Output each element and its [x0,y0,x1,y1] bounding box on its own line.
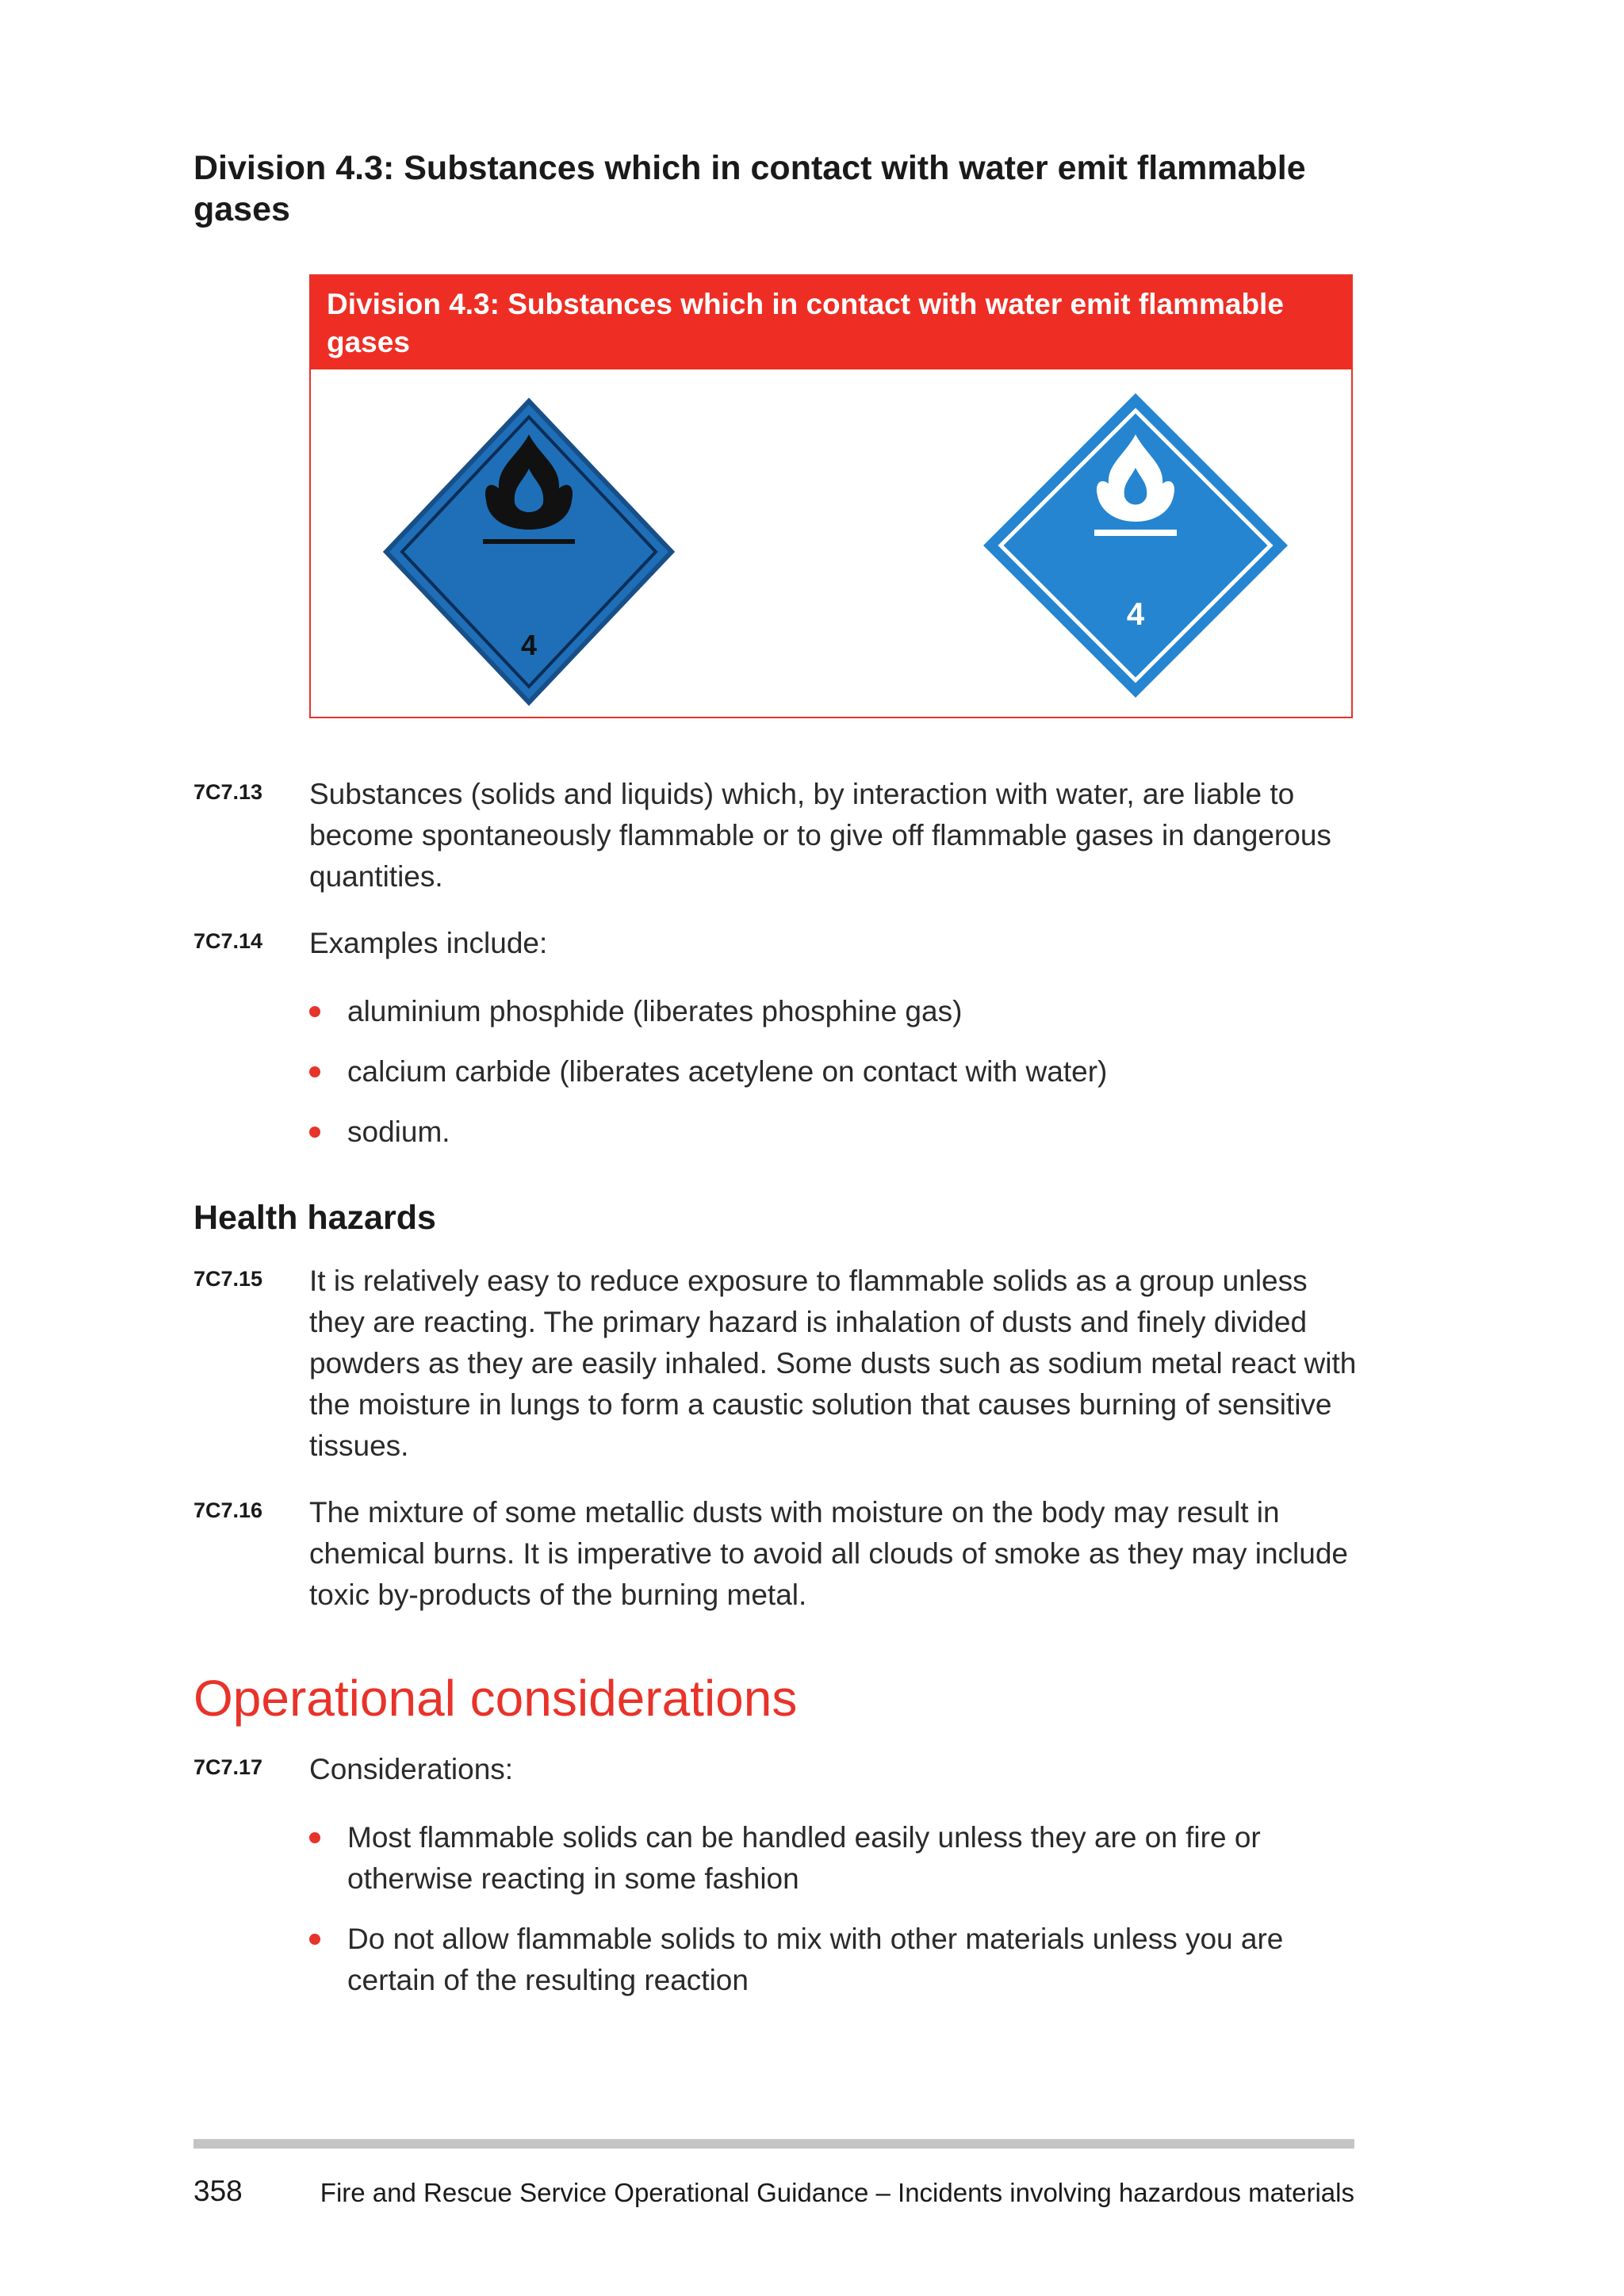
bullet-icon [309,1066,320,1077]
paragraph-7c7-13 [193,774,1359,897]
hazard-table-header: Division 4.3: Substances which in contact with water emit flammable gases [311,276,1351,369]
bullet-icon [309,1127,320,1138]
hazard-table [309,274,1353,718]
list-item: aluminium phosphide (liberates phosphine gas) [309,991,1364,1032]
paragraph-number: 7C7.16 [193,1498,263,1522]
paragraph-number: 7C7.15 [193,1267,263,1291]
placard-light [977,387,1294,704]
list-item: sodium. [309,1112,1364,1153]
list-item: Do not allow flammable solids to mix with other materials unless you are certain of the resulting reaction [309,1919,1364,2001]
bullet-icon [309,1006,320,1017]
hazard-diamond-light [977,387,1294,704]
health-hazards-heading: Health hazards [193,1199,436,1237]
footer-divider [193,2139,1354,2149]
class-number: 4 [1126,597,1145,632]
footer-title: Fire and Rescue Service Operational Guidance – Incidents involving hazardous materials [320,2178,1354,2207]
paragraph-text: Substances (solids and liquids) which, by interaction with water, are liable to become spontaneously flammable or to give off flammable gases in dangerous quantities. [309,778,1331,893]
bullet-icon [309,1934,320,1945]
list-item: calcium carbide (liberates acetylene on contact with water) [309,1051,1364,1093]
paragraph-7c7-17 [193,1749,1359,1790]
hazard-diamond-dark [378,393,680,710]
paragraph-text: The mixture of some metallic dusts with moisture on the body may result in chemical burns. It is imperative to avoid all clouds of smoke as they may include toxic by-products of the burning metal. [309,1496,1348,1611]
paragraph-7c7-16 [193,1492,1359,1616]
paragraph-number: 7C7.14 [193,929,263,953]
bullet-icon [309,1832,320,1843]
class-number: 4 [520,629,538,661]
paragraph-7c7-15 [193,1261,1359,1467]
paragraph-text: It is relatively easy to reduce exposure to flammable solids as a group unless they are reacting. The primary hazard is inhalation of dusts and finely divided powders as they are easily inhaled. Some dusts such as sodium metal react with the moisture in lungs to form a caustic solution that causes burning of sensitive tissues. [309,1265,1357,1462]
page-number: 358 [193,2175,243,2207]
section-heading: Division 4.3: Substances which in contact with water emit flammable gases [193,149,1306,228]
paragraph-number: 7C7.17 [193,1755,263,1779]
list-item: Most flammable solids can be handled easily unless they are on fire or otherwise reacting in some fashion [309,1817,1364,1900]
paragraph-text: Considerations: [309,1753,514,1785]
paragraph-text: Examples include: [309,927,548,959]
paragraph-number: 7C7.13 [193,780,263,804]
placard-dark [378,393,680,710]
paragraph-7c7-14 [193,923,1359,964]
considerations-list [309,1817,1364,2001]
examples-list [309,991,1364,1153]
operational-considerations-heading: Operational considerations [193,1670,798,1727]
